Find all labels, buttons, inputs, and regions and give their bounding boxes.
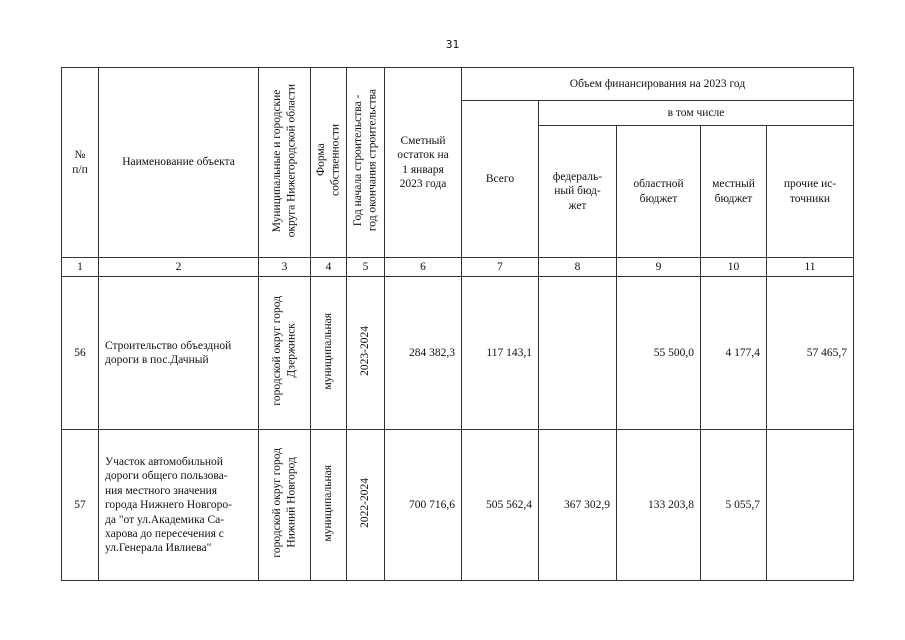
column-number-row <box>62 258 854 277</box>
row-no: 56 <box>62 277 99 430</box>
header-ownership: Форма собственности <box>311 68 347 258</box>
header-including: в том числе <box>539 101 854 126</box>
row-federal: 367 302,9 <box>539 430 617 581</box>
column-number: 7 <box>462 258 539 277</box>
column-number: 3 <box>259 258 311 277</box>
column-number: 5 <box>347 258 385 277</box>
row-other: 57 465,7 <box>767 277 854 430</box>
page-number: 31 <box>445 38 460 51</box>
row-no: 57 <box>62 430 99 581</box>
row-total: 117 143,1 <box>462 277 539 430</box>
column-number: 4 <box>311 258 347 277</box>
row-local: 4 177,4 <box>701 277 767 430</box>
row-remainder: 284 382,3 <box>385 277 462 430</box>
row-remainder: 700 716,6 <box>385 430 462 581</box>
header-total: Всего <box>462 101 539 258</box>
column-number: 6 <box>385 258 462 277</box>
header-no: № п/п <box>62 68 99 258</box>
row-regional: 133 203,8 <box>617 430 701 581</box>
financing-table <box>61 67 854 581</box>
column-number: 9 <box>617 258 701 277</box>
column-number: 11 <box>767 258 854 277</box>
header-name: Наименование объекта <box>99 68 259 258</box>
table-row <box>62 430 854 581</box>
column-number: 10 <box>701 258 767 277</box>
column-number: 8 <box>539 258 617 277</box>
header-local: местный бюджет <box>701 126 767 258</box>
header-years: Год начала строительства - год окончания строительства <box>347 68 385 258</box>
header-funding: Объем финансирования на 2023 год <box>462 68 854 101</box>
row-federal <box>539 277 617 430</box>
header-municipality: Муниципальные и городские округа Нижегородской области <box>259 68 311 258</box>
row-ownership: муниципальная <box>311 430 347 581</box>
header-federal: федераль- ный бюд- жет <box>539 126 617 258</box>
row-name: Строительство объездной дороги в пос.Дачный <box>99 277 259 430</box>
row-ownership: муниципальная <box>311 277 347 430</box>
header-other: прочие ис- точники <box>767 126 854 258</box>
row-name: Участок автомобильной дороги общего пользова- ния местного значения города Нижнего Новгоро- да "от ул.Академика Са- харова до пересечения с ул.Генерала Ивлиева" <box>99 430 259 581</box>
row-regional: 55 500,0 <box>617 277 701 430</box>
row-municipality: городской округ город Дзержинск <box>259 277 311 430</box>
table-row <box>62 277 854 430</box>
row-other <box>767 430 854 581</box>
row-total: 505 562,4 <box>462 430 539 581</box>
row-local: 5 055,7 <box>701 430 767 581</box>
row-years: 2022-2024 <box>347 430 385 581</box>
column-number: 2 <box>99 258 259 277</box>
row-municipality: городской округ город Нижний Новгород <box>259 430 311 581</box>
header-remainder: Сметный остаток на 1 января 2023 года <box>385 68 462 258</box>
row-years: 2023-2024 <box>347 277 385 430</box>
header-regional: областной бюджет <box>617 126 701 258</box>
column-number: 1 <box>62 258 99 277</box>
